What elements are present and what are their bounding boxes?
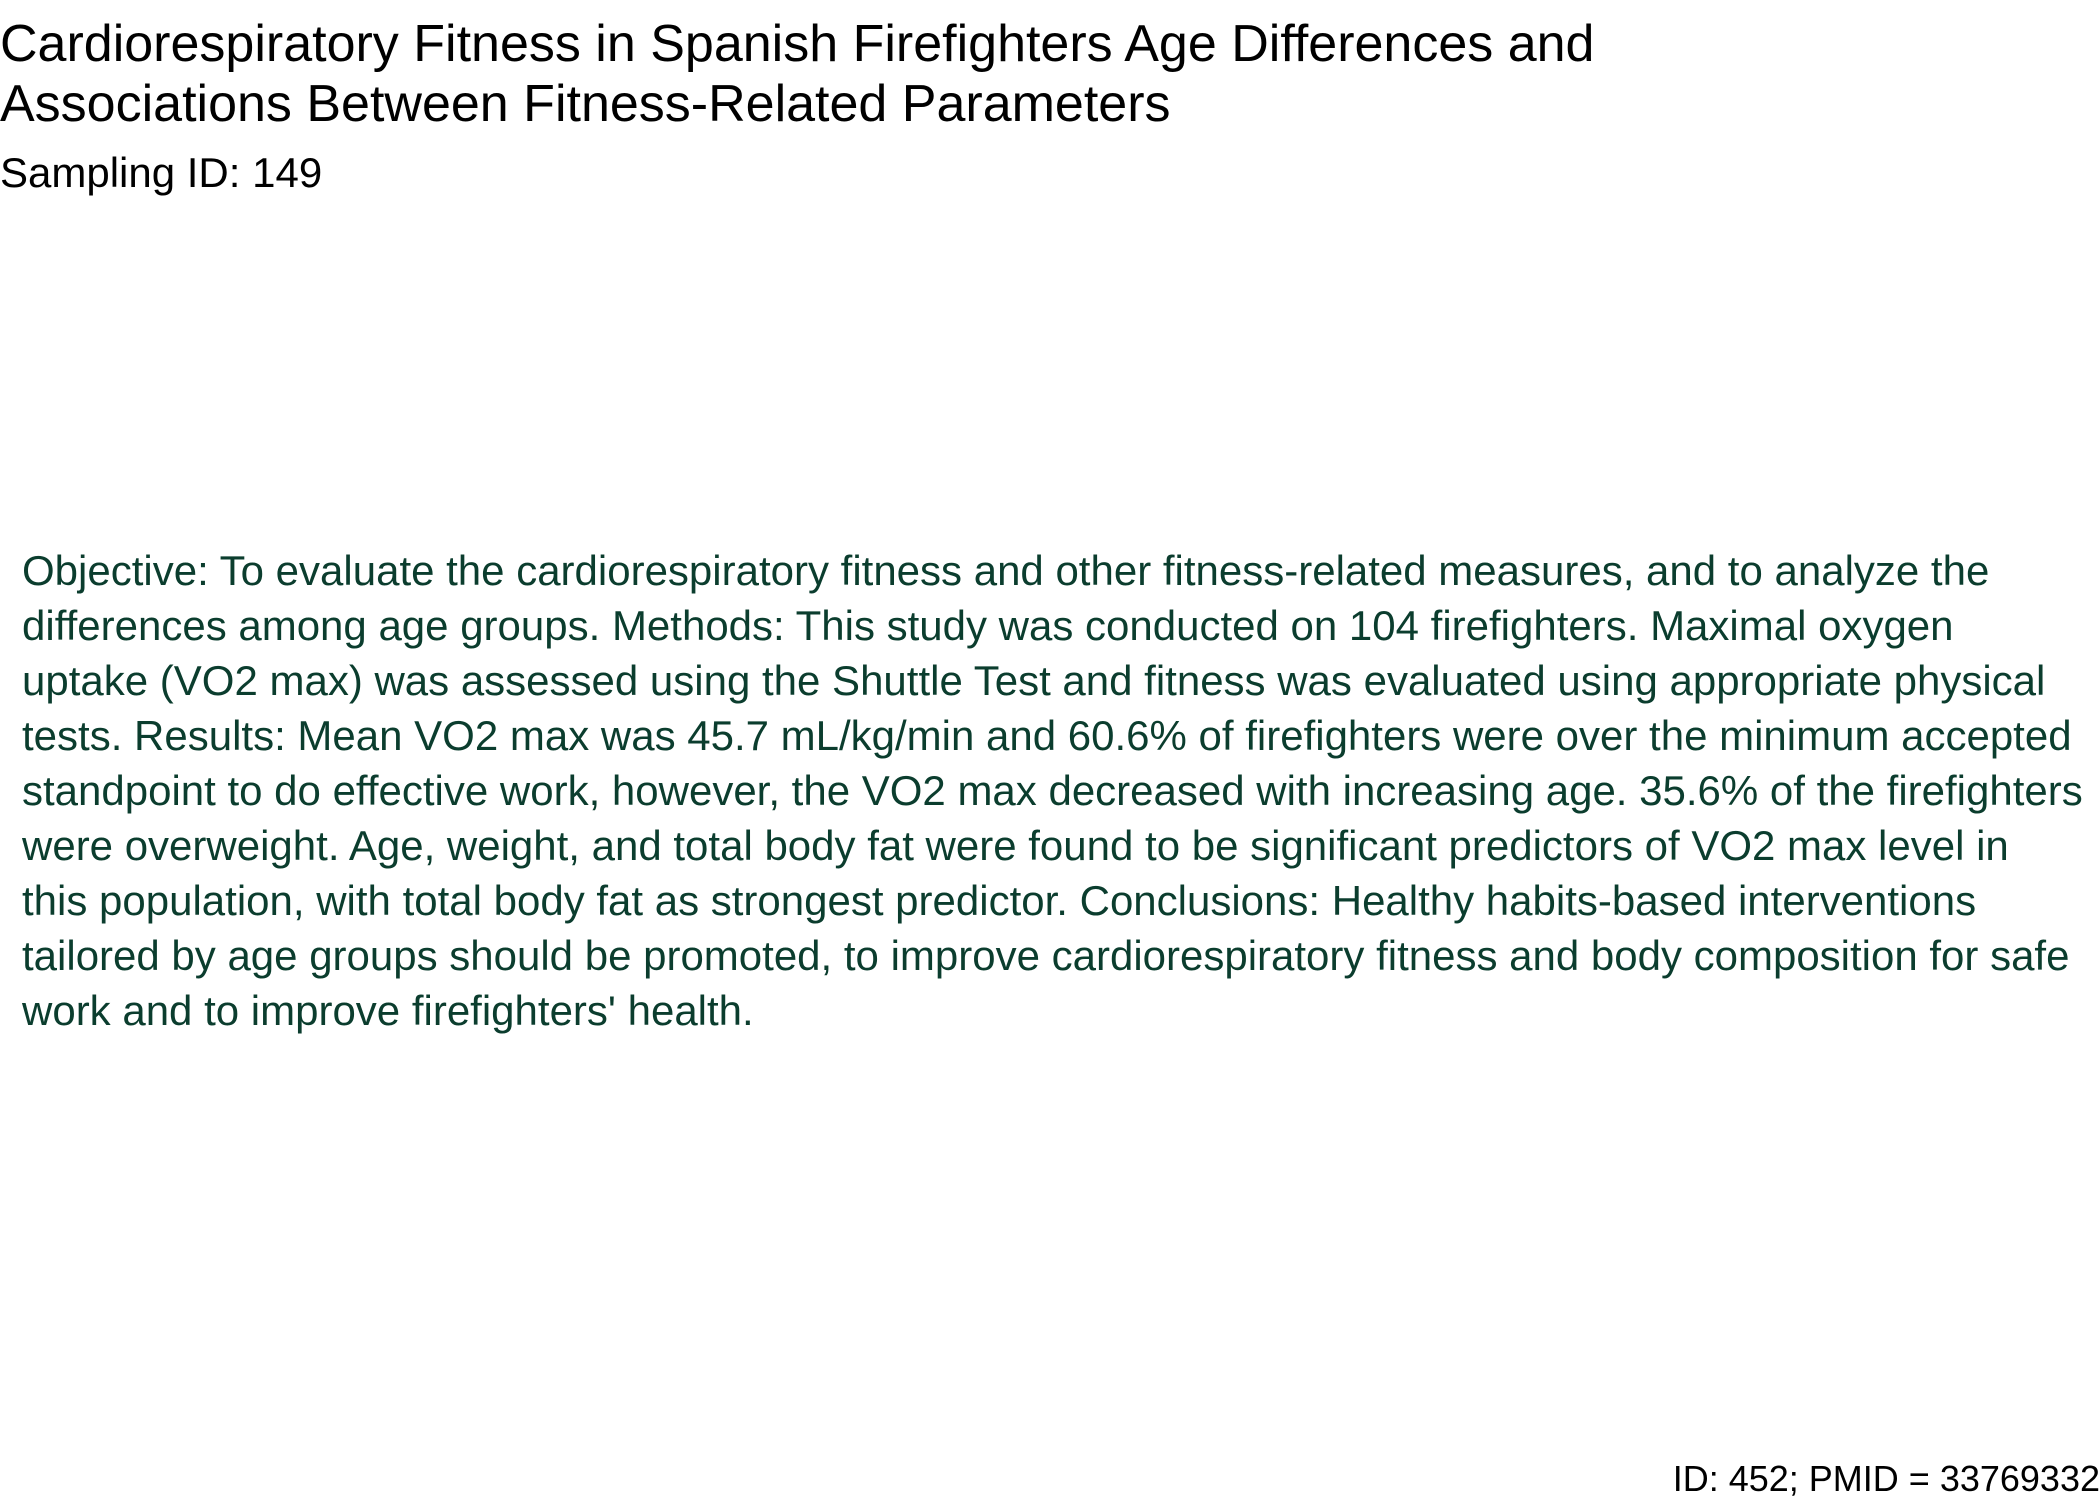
- abstract-text: Objective: To evaluate the cardiorespiratory fitness and other fitness-related measures, and to analyze the differences among age groups. Methods: This study was conducted on 104 firefighters. Maximal oxygen uptake (VO2 max) was assessed using the Shuttle Test and fitness was evaluated using appropriate physical tests. Results: Mean VO2 max was 45.7 mL/kg/min and 60.6% of firefighters were over the minimum accepted standpoint to do effective work, however, the VO2 max decreased with increasing age. 35.6% of the firefighters were overweight. Age, weight, and total body fat were found to be significant predictors of VO2 max level in this population, with total body fat as strongest predictor. Conclusions: Healthy habits-based interventions tailored by age groups should be promoted, to improve cardiorespiratory fitness and body composition for safe work and to improve firefighters' health.: [22, 547, 2083, 1034]
- paper-title: Cardiorespiratory Fitness in Spanish Firefighters Age Differences and Associations Between Fitness-Related Parameters: [0, 15, 1595, 133]
- sampling-id: Sampling ID: 149: [0, 149, 323, 196]
- footer-id: ID: 452; PMID = 33769332: [1672, 1458, 2100, 1499]
